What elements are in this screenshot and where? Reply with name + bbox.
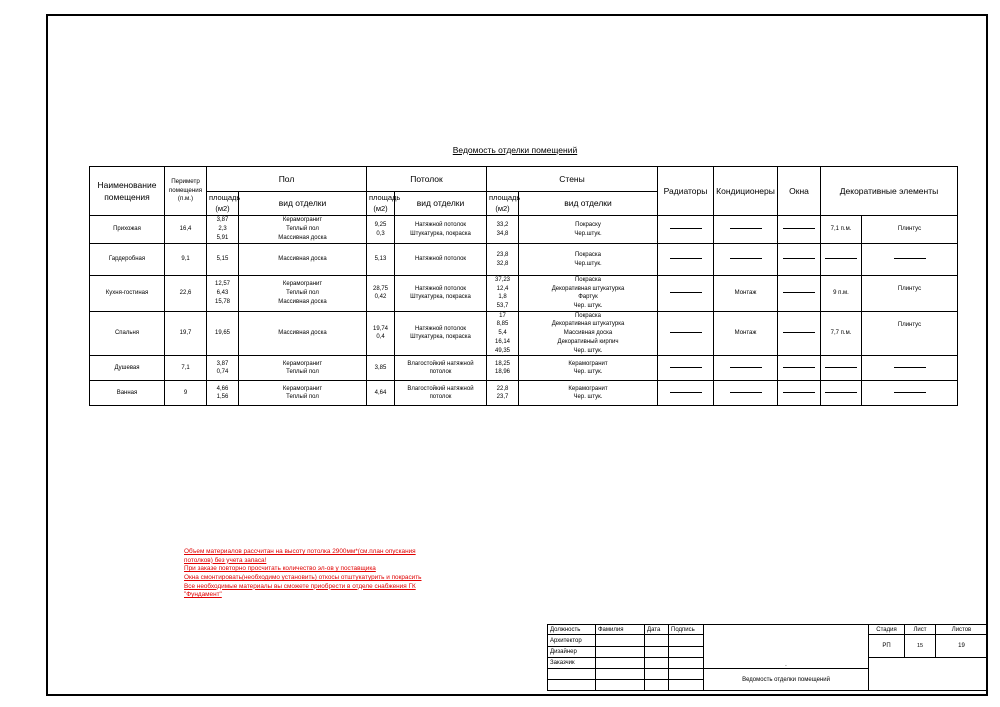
floor-finish: Керамогранит Теплый пол Массивная доска: [239, 276, 367, 312]
room-perimeter: 9: [165, 381, 207, 406]
room-name: Ванная: [90, 381, 165, 406]
windows-value: [778, 356, 821, 381]
windows-value: [778, 311, 821, 355]
conditioners-value: [714, 244, 778, 276]
floor-area: 19,65: [207, 311, 239, 355]
decor-item: [862, 381, 958, 406]
ceiling-finish: Влагостойкий натяжной потолок: [395, 381, 487, 406]
floor-area: 12,57 6,43 15,78: [207, 276, 239, 312]
ceiling-area: 28,75 0,42: [367, 276, 395, 312]
walls-finish: Керамогранит Чер. штук.: [519, 356, 658, 381]
header-ceiling: Потолок: [367, 167, 487, 192]
note-line: При заказе повторно просчитать количество эл-ов у поставщика: [184, 565, 376, 573]
stamp-sheet: 15: [905, 635, 936, 658]
radiators-value: [658, 311, 714, 355]
stamp-sheet-label: Лист: [905, 625, 936, 635]
header-floor-area: площадь (м2): [207, 192, 239, 216]
stamp-sheets: 19: [936, 635, 988, 658]
radiators-value: [658, 244, 714, 276]
stamp-col-signature: Подпись: [669, 625, 704, 635]
header-windows: Окна: [778, 167, 821, 216]
walls-area: 37,23 12,4 1,8 53,7: [487, 276, 519, 312]
header-floor: Пол: [207, 167, 367, 192]
table-row: [90, 356, 958, 381]
header-ceiling-finish: вид отделки: [395, 192, 487, 216]
decor-qty: [821, 356, 862, 381]
floor-finish: Массивная доска: [239, 244, 367, 276]
table-row: [90, 276, 958, 312]
room-perimeter: 16,4: [165, 216, 207, 244]
room-perimeter: 9,1: [165, 244, 207, 276]
ceiling-finish: Натяжной потолок Штукатурка, покраска: [395, 311, 487, 355]
stamp-role: Заказчик: [548, 658, 596, 669]
decor-item: Плинтус: [862, 216, 958, 244]
table-row: [90, 244, 958, 276]
stamp-sheets-label: Листов: [936, 625, 988, 635]
walls-finish: Керамогранит Чер. штук.: [519, 381, 658, 406]
decor-qty: 9 п.м.: [821, 276, 862, 312]
stamp-blank-field: .: [704, 625, 869, 669]
conditioners-value: Монтаж: [714, 311, 778, 355]
header-radiators: Радиаторы: [658, 167, 714, 216]
walls-area: 17 8,85 5,4 16,14 49,35: [487, 311, 519, 355]
room-name: Спальня: [90, 311, 165, 355]
ceiling-finish: Натяжной потолок: [395, 244, 487, 276]
ceiling-area: 19,74 0,4: [367, 311, 395, 355]
windows-value: [778, 244, 821, 276]
decor-qty: 7,7 п.м.: [821, 311, 862, 355]
room-name: Гардеробная: [90, 244, 165, 276]
header-perimeter: Периметр помещения (п.м.): [165, 167, 207, 216]
windows-value: [778, 276, 821, 312]
stamp-role: Архитектор: [548, 635, 596, 647]
floor-area: 3,87 0,74: [207, 356, 239, 381]
walls-finish: Покраска Декоративная штукатурка Фартук Чер. штук.: [519, 276, 658, 312]
room-name: Кухня-гостиная: [90, 276, 165, 312]
radiators-value: [658, 216, 714, 244]
windows-value: [778, 216, 821, 244]
floor-finish: Керамогранит Теплый пол: [239, 356, 367, 381]
decor-item: [862, 356, 958, 381]
walls-area: 23,8 32,8: [487, 244, 519, 276]
header-ceiling-area: площадь (м2): [367, 192, 395, 216]
header-walls-finish: вид отделки: [519, 192, 658, 216]
stamp-stage: РП: [869, 635, 905, 658]
decor-item: [862, 244, 958, 276]
ceiling-finish: Влагостойкий натяжной потолок: [395, 356, 487, 381]
stamp-role: Дизайнер: [548, 647, 596, 658]
walls-finish: Покраска Чер.штук.: [519, 244, 658, 276]
decor-item: Плинтус: [862, 276, 958, 312]
title-block: [547, 624, 988, 691]
finish-schedule-table: [89, 166, 958, 406]
stamp-col-position: Должность: [548, 625, 596, 635]
ceiling-area: 3,85: [367, 356, 395, 381]
floor-area: 5,15: [207, 244, 239, 276]
room-name: Душевая: [90, 356, 165, 381]
decor-qty: [821, 244, 862, 276]
stamp-col-date: Дата: [645, 625, 669, 635]
floor-area: 4,66 1,56: [207, 381, 239, 406]
notes-block: [184, 548, 444, 600]
stamp-doc-name: Ведомость отделки помещений: [704, 669, 869, 691]
floor-finish: Массивная доска: [239, 311, 367, 355]
conditioners-value: [714, 381, 778, 406]
header-walls-area: площадь (м2): [487, 192, 519, 216]
room-perimeter: 19,7: [165, 311, 207, 355]
ceiling-area: 9,25 0,3: [367, 216, 395, 244]
decor-qty: [821, 381, 862, 406]
table-row: [90, 311, 958, 355]
ceiling-area: 4,64: [367, 381, 395, 406]
walls-area: 22,8 23,7: [487, 381, 519, 406]
floor-finish: Керамогранит Теплый пол: [239, 381, 367, 406]
decor-item: Плинтус: [862, 311, 958, 355]
conditioners-value: [714, 216, 778, 244]
header-walls: Стены: [487, 167, 658, 192]
conditioners-value: [714, 356, 778, 381]
walls-area: 18,25 18,96: [487, 356, 519, 381]
walls-area: 33,2 34,8: [487, 216, 519, 244]
radiators-value: [658, 381, 714, 406]
header-conditioners: Кондиционеры: [714, 167, 778, 216]
page-title: Ведомость отделки помещений: [452, 145, 578, 155]
ceiling-finish: Натяжной потолок Штукатурка, покраска: [395, 276, 487, 312]
radiators-value: [658, 276, 714, 312]
conditioners-value: Монтаж: [714, 276, 778, 312]
table-row: [90, 216, 958, 244]
floor-area: 3,87 2,3 5,91: [207, 216, 239, 244]
floor-finish: Керамогранит Теплый пол Массивная доска: [239, 216, 367, 244]
room-perimeter: 22,6: [165, 276, 207, 312]
room-name: Прихожая: [90, 216, 165, 244]
stamp-stage-label: Стадия: [869, 625, 905, 635]
stamp-col-surname: Фамилия: [596, 625, 645, 635]
room-perimeter: 7,1: [165, 356, 207, 381]
header-decor: Декоративные элементы: [821, 167, 958, 216]
walls-finish: Покраска Декоративная штукатурка Массивная доска Декоративный кирпич Чер. штук.: [519, 311, 658, 355]
radiators-value: [658, 356, 714, 381]
decor-qty: 7,1 п.м.: [821, 216, 862, 244]
header-room-name: Наименование помещения: [90, 167, 165, 216]
header-floor-finish: вид отделки: [239, 192, 367, 216]
ceiling-area: 5,13: [367, 244, 395, 276]
walls-finish: Покраску Чер.штук.: [519, 216, 658, 244]
table-row: [90, 381, 958, 406]
ceiling-finish: Натяжной потолок Штукатурка, покраска: [395, 216, 487, 244]
windows-value: [778, 381, 821, 406]
note-line: Объем материалов рассчитан на высоту потолка 2900мм*(см.план опускания потолков) без учета запаса!: [184, 548, 416, 564]
note-line: Окна смонтировать(необходимо установить) откосы отштукатурить и покрасить: [184, 573, 422, 581]
note-line: Все необходимые материалы вы сможете приобрести в отделе снабжения ГК "Фундамент": [184, 582, 416, 599]
